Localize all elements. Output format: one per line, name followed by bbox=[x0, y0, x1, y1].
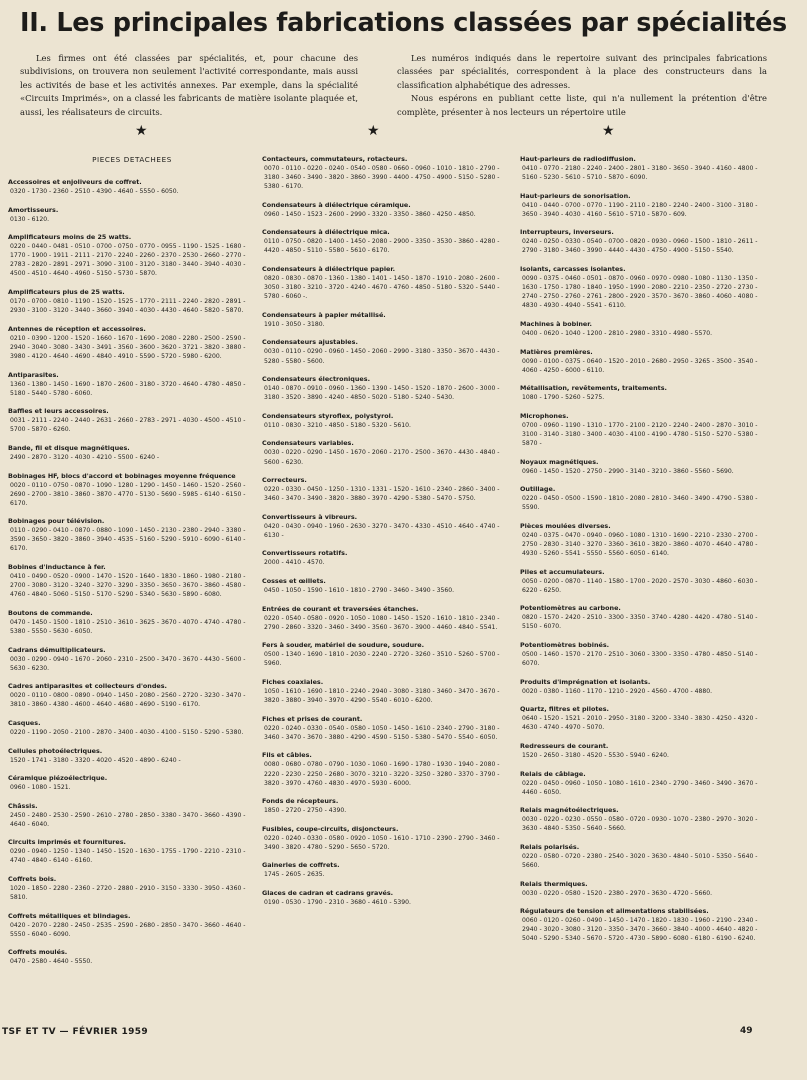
manufacturer-codes: 0220 - 0450 - 0960 - 1050 - 1080 - 1610 - 2340 - 2790 - 3460 - 3490 - 3670 - 4460 - 6050. bbox=[522, 779, 758, 796]
manufacturer-codes: 0220 - 0540 - 0580 - 0920 - 1050 - 1080 - 1450 - 1520 - 1610 - 1810 - 2340 - 2790 - 2860 - 3320 - 3460 - 3490 - 3560 - 3670 - 3900 - 4460 - 4840 - 5541. bbox=[264, 614, 500, 631]
category-entry bbox=[262, 476, 510, 503]
category-entry bbox=[262, 889, 510, 907]
category-entry bbox=[262, 825, 510, 852]
manufacturer-codes: 0820 - 0830 - 0870 - 1360 - 1380 - 1401 - 1450 - 1870 - 1910 - 2080 - 2600 - 3050 - 3180 - 3210 - 3720 - 4240 - 4670 - 4760 - 4850 - 5180 - 5320 - 5440 - 5780 - 6060 -. bbox=[264, 275, 500, 301]
manufacturer-codes: 0110 - 0750 - 0820 - 1400 - 1450 - 2080 - 2900 - 3350 - 3530 - 3860 - 4280 - 4420 - 4850 - 5110 - 5580 - 5610 - 6170. bbox=[264, 238, 500, 255]
category-heading: Amplificateurs moins de 25 watts. bbox=[8, 233, 132, 242]
category-entry bbox=[262, 265, 510, 301]
category-heading: Noyaux magnétiques. bbox=[520, 457, 599, 466]
manufacturer-codes: 2000 - 4410 - 4570. bbox=[264, 559, 325, 567]
manufacturer-codes: 0220 - 0580 - 0720 - 2380 - 2540 - 3020 - 3630 - 4840 - 5010 - 5350 - 5640 - 5660. bbox=[522, 852, 758, 870]
category-entry bbox=[262, 751, 510, 787]
category-entry bbox=[262, 715, 510, 742]
category-heading: Amortisseurs. bbox=[8, 205, 59, 214]
category-entry bbox=[8, 288, 256, 315]
category-heading: Condensateurs ajustables. bbox=[262, 338, 358, 347]
category-entry bbox=[262, 641, 510, 668]
manufacturer-codes: 0170 - 0700 - 0810 - 1190 - 1520 - 1525 - 1770 - 2111 - 2240 - 2820 - 2891 - 2930 - 3100 - 3120 - 3440 - 3660 - 3940 - 4030 - 4430 - 4640 - 5820 - 5870. bbox=[10, 298, 246, 315]
category-heading: Condensateurs variables. bbox=[262, 439, 354, 448]
category-heading: Isolants, carcasses isolantes. bbox=[520, 265, 626, 274]
category-entry bbox=[8, 609, 256, 636]
category-heading: Entrées de courant et traversées étanches. bbox=[262, 604, 419, 613]
manufacturer-codes: 0320 - 1730 - 2360 - 2510 - 4390 - 4640 - 5550 - 6050. bbox=[10, 188, 179, 195]
page-title: II. Les principales fabrications classées par spécialités bbox=[20, 8, 787, 38]
category-entry bbox=[8, 563, 256, 599]
manufacturer-codes: 0500 - 1340 - 1690 - 1810 - 2030 - 2240 - 2720 - 3260 - 3510 - 5260 - 5700 - 5960. bbox=[264, 651, 500, 668]
category-heading: Machines à bobiner. bbox=[520, 319, 592, 328]
category-entry bbox=[520, 770, 768, 797]
manufacturer-codes: 0410 - 0490 - 0520 - 0900 - 1470 - 1520 - 1640 - 1830 - 1860 - 1980 - 2180 - 2700 - 3080 - 3120 - 3240 - 3270 - 3290 - 3350 - 3650 - 3670 - 3860 - 4580 - 4760 - 4840 - 5060 - 5150 - 5170 - 5290 - 5340 - 5630 - 5890 - 6080. bbox=[10, 573, 246, 599]
manufacturer-codes: 0070 - 0110 - 0220 - 0240 - 0540 - 0580 - 0660 - 0960 - 1010 - 1810 - 2790 - 3180 - 3460 - 3490 - 3820 - 3860 - 3990 - 4400 - 4750 - 4900 - 5150 - 5280 - 5380 - 6170. bbox=[264, 165, 500, 191]
manufacturer-codes: 0110 - 0830 - 3210 - 4850 - 5180 - 5320 - 5610. bbox=[264, 421, 411, 429]
manufacturer-codes: 1080 - 1790 - 5260 - 5275. bbox=[522, 394, 605, 402]
category-heading: Convertisseurs rotatifs. bbox=[262, 549, 348, 558]
manufacturer-codes: 0220 - 0240 - 0330 - 0540 - 0580 - 1050 - 1450 - 1610 - 2340 - 2790 - 3180 - 3460 - 3470 - 3670 - 3880 - 4290 - 4590 - 5150 - 5380 - 5470 - 5540 - 6050. bbox=[264, 724, 500, 741]
category-entry bbox=[520, 458, 768, 476]
category-entry bbox=[8, 912, 256, 939]
category-entry bbox=[520, 155, 768, 182]
manufacturer-codes: 0640 - 1520 - 1521 - 2010 - 2950 - 3180 - 3200 - 3340 - 3830 - 4250 - 4320 - 4630 - 4740 - 4970 - 5070. bbox=[522, 715, 758, 732]
category-entry bbox=[8, 802, 256, 829]
manufacturer-codes: 0220 - 0330 - 0450 - 1250 - 1310 - 1331 - 1520 - 1610 - 2340 - 2860 - 3400 - 3460 - 3470 - 3490 - 3820 - 3880 - 3970 - 4290 - 5380 - 5470 - 5750. bbox=[264, 486, 500, 503]
category-entry bbox=[8, 875, 256, 902]
category-entry bbox=[520, 907, 768, 943]
manufacturer-codes: 0700 - 0960 - 1190 - 1310 - 1770 - 2100 - 2120 - 2240 - 2400 - 2870 - 3010 - 3100 - 3140 - 3180 - 3400 - 4030 - 4100 - 4190 - 4780 - 5150 - 5270 - 5380 - 5870 - bbox=[522, 421, 758, 447]
category-heading: Convertisseurs à vibreurs. bbox=[262, 512, 358, 521]
category-heading: Coffrets bois. bbox=[8, 875, 57, 884]
category-entry bbox=[8, 517, 256, 553]
category-heading: Amplificateurs plus de 25 watts. bbox=[8, 288, 125, 297]
category-entry bbox=[8, 472, 256, 508]
manufacturer-codes: 0020 - 0380 - 1160 - 1170 - 1210 - 2920 - 4560 - 4700 - 4880. bbox=[522, 687, 713, 695]
star-icon: ★ bbox=[367, 123, 380, 139]
manufacturer-codes: 0960 - 1450 - 1520 - 2750 - 2990 - 3140 - 3210 - 3860 - 5560 - 5690. bbox=[522, 467, 734, 475]
manufacturer-codes: 0090 - 0375 - 0460 - 0501 - 0870 - 0960 - 0970 - 0980 - 1080 - 1130 - 1350 - 1630 - 1750 - 1780 - 1840 - 1950 - 1990 - 2080 - 2210 - 2350 - 2720 - 2730 - 2740 - 2750 - 2760 - 2761 - 2800 - 2920 - 3570 - 3670 - 3860 - 4060 - 4080 - 4830 - 4930 - 4940 - 5541 - 6110. bbox=[522, 275, 758, 310]
manufacturer-codes: 0410 - 0440 - 0700 - 0770 - 1190 - 2110 - 2180 - 2240 - 2400 - 3100 - 3180 - 3650 - 3940 - 4030 - 4160 - 5610 - 5710 - 5870 - 609. bbox=[522, 201, 758, 218]
category-entry bbox=[520, 568, 768, 595]
manufacturer-codes: 1520 - 2650 - 3180 - 4520 - 5530 - 5940 - 6240. bbox=[522, 752, 669, 759]
category-heading: Fiches et prises de courant. bbox=[262, 714, 363, 723]
manufacturer-codes: 0090 - 0100 - 0375 - 0640 - 1520 - 2010 - 2680 - 2950 - 3265 - 3500 - 3540 - 4060 - 4250 - 6000 - 6110. bbox=[522, 357, 758, 374]
category-entry bbox=[520, 522, 768, 558]
category-heading: Bobines d'inductance à fer. bbox=[8, 563, 106, 572]
category-heading: Coffrets métalliques et blindages. bbox=[8, 911, 131, 920]
manufacturer-codes: 0240 - 0375 - 0470 - 0940 - 0960 - 1080 - 1310 - 1690 - 2210 - 2330 - 2700 - 2750 - 2830 - 3140 - 3270 - 3360 - 3610 - 3820 - 3860 - 4070 - 4640 - 4780 - 4930 - 5260 - 5541 - 5550 - 5560 - 6050 - 6140. bbox=[522, 531, 758, 558]
category-heading: Fers à souder, matériel de soudure, soudure. bbox=[262, 641, 425, 650]
category-heading: Châssis. bbox=[8, 801, 38, 810]
manufacturer-codes: 1910 - 3050 - 3180. bbox=[264, 320, 325, 328]
manufacturer-codes: 0030 - 0220 - 0290 - 1450 - 1670 - 2060 - 2170 - 2500 - 3670 - 4430 - 4840 - 5600 - 6230. bbox=[264, 449, 500, 466]
category-heading: Boutons de commande. bbox=[8, 608, 93, 617]
manufacturer-codes: 0470 - 1450 - 1500 - 1810 - 2510 - 3610 - 3625 - 3670 - 4070 - 4740 - 4780 - 5380 - 5550 - 5630 - 6050. bbox=[10, 618, 246, 635]
category-heading: Correcteurs. bbox=[262, 476, 307, 485]
category-heading: Condensateurs à papier métallisé. bbox=[262, 310, 386, 319]
manufacturer-codes: 0450 - 1050 - 1590 - 1610 - 1810 - 2790 - 3460 - 3490 - 3560. bbox=[264, 587, 455, 595]
manufacturer-codes: 0030 - 0220 - 0230 - 0550 - 0580 - 0720 - 0930 - 1070 - 2380 - 2970 - 3020 - 3630 - 4840 - 5350 - 5640 - 5660. bbox=[522, 816, 758, 833]
category-entry bbox=[520, 742, 768, 760]
category-entry bbox=[520, 384, 768, 402]
category-heading: Potentiomètres au carbone. bbox=[520, 604, 621, 613]
manufacturer-codes: 0420 - 2070 - 2280 - 2450 - 2535 - 2590 - 2680 - 2850 - 3470 - 3660 - 4640 - 5550 - 6040 - 6090. bbox=[10, 921, 246, 938]
category-heading: Céramique piézoélectrique. bbox=[8, 774, 108, 783]
category-heading: Antennes de réception et accessoires. bbox=[8, 324, 146, 333]
category-heading: Cadres antiparasites et collecteurs d'ondes. bbox=[8, 682, 167, 691]
category-heading: Relais magnétoélectriques. bbox=[520, 806, 619, 815]
category-entry bbox=[262, 155, 510, 191]
category-heading: Baffles et leurs accessoires. bbox=[8, 407, 109, 416]
manufacturer-codes: 1360 - 1380 - 1450 - 1690 - 1870 - 2600 - 3180 - 3720 - 4640 - 4780 - 4850 - 5180 - 5440 - 5780 - 6060. bbox=[10, 380, 246, 397]
manufacturer-codes: 0420 - 0430 - 0940 - 1960 - 2630 - 3270 - 3470 - 4330 - 4510 - 4640 - 4740 - 6130 - bbox=[264, 522, 500, 539]
category-heading: Pièces moulées diverses. bbox=[520, 521, 611, 530]
category-heading: Microphones. bbox=[520, 411, 569, 420]
category-heading: Fiches coaxiales. bbox=[262, 678, 324, 687]
category-heading: Cosses et œillets. bbox=[262, 577, 326, 586]
manufacturer-codes: 0400 - 0620 - 1040 - 1200 - 2810 - 2980 - 3310 - 4980 - 5570. bbox=[522, 329, 713, 337]
category-entry bbox=[262, 797, 510, 815]
manufacturer-codes: 0220 - 1190 - 2050 - 2100 - 2870 - 3400 - 4030 - 4100 - 5150 - 5290 - 5380. bbox=[10, 728, 244, 736]
category-heading: Interrupteurs, inverseurs. bbox=[520, 228, 614, 237]
manufacturer-codes: 0820 - 1570 - 2420 - 2510 - 3300 - 3350 - 3740 - 4280 - 4420 - 4780 - 5140 - 5150 - 6070. bbox=[522, 614, 758, 631]
category-heading: Fonds de récepteurs. bbox=[262, 797, 339, 806]
listing-column-3 bbox=[520, 155, 768, 953]
category-heading: Cadrans démultiplicateurs. bbox=[8, 645, 106, 654]
manufacturer-codes: 0290 - 0940 - 1250 - 1340 - 1450 - 1520 - 1630 - 1755 - 1790 - 2210 - 2310 - 4740 - 4840 - 6140 - 6160. bbox=[10, 848, 246, 865]
category-heading: Relais de câblage. bbox=[520, 769, 586, 778]
category-heading: Coffrets moulés. bbox=[8, 948, 68, 957]
manufacturer-codes: 2450 - 2480 - 2530 - 2590 - 2610 - 2780 - 2850 - 3380 - 3470 - 3660 - 4390 - 4640 - 6040. bbox=[10, 811, 246, 828]
manufacturer-codes: 0031 - 2111 - 2240 - 2440 - 2631 - 2660 - 2783 - 2971 - 4030 - 4500 - 4510 - 5700 - 5870 - 6260. bbox=[10, 417, 246, 434]
category-heading: Condensateurs styroflex, polystyrol. bbox=[262, 411, 394, 420]
manufacturer-codes: 0050 - 0200 - 0870 - 1140 - 1580 - 1700 - 2020 - 2570 - 3030 - 4860 - 6030 - 6220 - 6250. bbox=[522, 577, 758, 594]
manufacturer-codes: 0500 - 1460 - 1570 - 2170 - 2510 - 3060 - 3300 - 3350 - 4780 - 4850 - 5140 - 6070. bbox=[522, 651, 758, 668]
category-heading: Métallisation, revêtements, traitements. bbox=[520, 384, 667, 393]
category-entry bbox=[8, 774, 256, 792]
category-entry bbox=[8, 682, 256, 709]
manufacturer-codes: 0140 - 0870 - 0910 - 0960 - 1360 - 1390 - 1450 - 1520 - 1870 - 2600 - 3000 - 3180 - 3520 - 3890 - 4240 - 4850 - 5020 - 5180 - 5240 - 5430. bbox=[264, 385, 500, 402]
category-entry bbox=[520, 843, 768, 870]
manufacturer-codes: 2490 - 2870 - 3120 - 4030 - 4210 - 5500 - 6240 - bbox=[10, 453, 160, 461]
category-heading: Cellules photoélectriques. bbox=[8, 746, 103, 755]
category-heading: Condensateurs électroniques. bbox=[262, 375, 370, 384]
category-entry bbox=[8, 178, 256, 196]
category-entry bbox=[520, 880, 768, 898]
category-entry bbox=[520, 806, 768, 833]
category-entry bbox=[8, 233, 256, 278]
intro-left-paragraph bbox=[20, 52, 358, 119]
category-heading: Haut-parleurs de radiodiffusion. bbox=[520, 155, 636, 163]
intro-left-text: Les firmes ont été classées par spécialités, et, pour chacune des subdivisions, on trouvera non seulement l'activité correspondante, mais aussi les activités de base et les activités annexes. Par exemple, dans la spécialité «Circuits Imprimés», on a classé les fabricants de matière isolante plaquée et, aussi, les réalisateurs de circuits. bbox=[20, 53, 358, 117]
category-heading: Circuits imprimés et fournitures. bbox=[8, 838, 126, 847]
category-heading: Bobinages HF, blocs d'accord et bobinages moyenne fréquence bbox=[8, 471, 236, 480]
category-heading: Casques. bbox=[8, 718, 41, 727]
section-title: PIECES DETACHEES bbox=[92, 155, 172, 164]
category-heading: Outillage. bbox=[520, 485, 556, 494]
category-entry bbox=[520, 678, 768, 696]
category-entry bbox=[8, 407, 256, 434]
category-heading: Redresseurs de courant. bbox=[520, 742, 609, 750]
manufacturer-codes: 0020 - 0110 - 0800 - 0890 - 0940 - 1450 - 2080 - 2560 - 2720 - 3230 - 3470 - 3810 - 3860 - 4380 - 4600 - 4640 - 4680 - 4690 - 5190 - 6170. bbox=[10, 692, 246, 709]
category-entry bbox=[262, 605, 510, 632]
category-entry bbox=[8, 444, 256, 462]
category-entry bbox=[520, 604, 768, 631]
category-entry bbox=[262, 412, 510, 430]
category-heading: Fils et câbles. bbox=[262, 751, 312, 760]
manufacturer-codes: 0060 - 0120 - 0260 - 0490 - 1450 - 1470 - 1820 - 1830 - 1960 - 2190 - 2340 - 2940 - 3020 - 3080 - 3120 - 3350 - 3470 - 3660 - 3840 - 4000 - 4640 - 4820 - 5040 - 5290 - 5340 - 5670 - 5720 - 4730 - 5890 - 6080 - 6180 - 6190 - 6240. bbox=[522, 917, 758, 943]
manufacturer-codes: 0110 - 0290 - 0410 - 0870 - 0880 - 1090 - 1450 - 2130 - 2380 - 2940 - 3380 - 3590 - 3650 - 3820 - 3860 - 3940 - 4535 - 5160 - 5290 - 5910 - 6090 - 6140 - 6170. bbox=[10, 527, 246, 553]
category-entry bbox=[262, 228, 510, 255]
category-entry bbox=[262, 311, 510, 329]
category-heading: Relais polarisés. bbox=[520, 842, 580, 851]
category-heading: Accessoires et enjoliveurs de coffret. bbox=[8, 178, 142, 186]
manufacturer-codes: 0080 - 0680 - 0780 - 0790 - 1030 - 1060 - 1690 - 1780 - 1930 - 1940 - 2080 - 2220 - 2230 - 2250 - 2680 - 3070 - 3210 - 3220 - 3250 - 3280 - 3370 - 3790 - 3820 - 3970 - 4760 - 4830 - 4970 - 5930 - 6000. bbox=[264, 761, 500, 787]
category-heading: Piles et accumulateurs. bbox=[520, 567, 605, 576]
category-entry bbox=[520, 192, 768, 219]
category-entry bbox=[8, 838, 256, 865]
intro-right-text-1: Les numéros indiqués dans le repertoire suivant des principales fabrications classées par spécialités, correspondent à la place des constructeurs dans la classification alphabétique des adresses. bbox=[397, 53, 767, 90]
star-icon: ★ bbox=[602, 123, 615, 139]
category-heading: Produits d'imprégnation et isolants. bbox=[520, 677, 651, 686]
manufacturer-codes: 0960 - 1080 - 1521. bbox=[10, 784, 71, 792]
manufacturer-codes: 0960 - 1450 - 1523 - 2600 - 2990 - 3320 - 3350 - 3860 - 4250 - 4850. bbox=[264, 210, 476, 218]
category-entry bbox=[262, 577, 510, 595]
intro-right-text-2: Nous espérons en publiant cette liste, qui n'a nullement la prétention d'être complète, présenter à nos lecteurs un répertoire utile bbox=[397, 93, 767, 117]
category-entry bbox=[262, 375, 510, 402]
category-heading: Condensateurs à diélectrique mica. bbox=[262, 228, 390, 237]
manufacturer-codes: 1520 - 1741 - 3180 - 3320 - 4020 - 4520 - 4890 - 6240 - bbox=[10, 756, 181, 764]
category-heading: Glaces de cadran et cadrans gravés. bbox=[262, 889, 394, 898]
category-heading: Condensateurs à diélectrique papier. bbox=[262, 265, 396, 274]
category-heading: Contacteurs, commutateurs, rotacteurs. bbox=[262, 155, 408, 163]
category-entry bbox=[262, 201, 510, 219]
category-heading: Potentiomètres bobinés. bbox=[520, 641, 610, 650]
category-heading: Bande, fil et disque magnétiques. bbox=[8, 443, 130, 452]
manufacturer-codes: 1050 - 1610 - 1690 - 1810 - 2240 - 2940 - 3080 - 3180 - 3460 - 3470 - 3670 - 3820 - 3880 - 3940 - 3970 - 4290 - 5540 - 6010 - 6200. bbox=[264, 688, 500, 705]
manufacturer-codes: 0220 - 0240 - 0330 - 0580 - 0920 - 1050 - 1610 - 1710 - 2390 - 2790 - 3460 - 3490 - 3820 - 4780 - 5290 - 5650 - 5720. bbox=[264, 834, 500, 851]
category-heading: Matières premières. bbox=[520, 347, 593, 356]
category-heading: Fusibles, coupe-circuits, disjoncteurs. bbox=[262, 824, 399, 833]
manufacturer-codes: 0130 - 6120. bbox=[10, 215, 50, 223]
category-entry bbox=[520, 320, 768, 338]
manufacturer-codes: 0190 - 0530 - 1790 - 2310 - 3680 - 4610 - 5390. bbox=[264, 899, 411, 907]
manufacturer-codes: 0220 - 0440 - 0481 - 0510 - 0700 - 0750 - 0770 - 0955 - 1190 - 1525 - 1680 - 1770 - 1900 - 1911 - 2111 - 2170 - 2240 - 2260 - 2370 - 2530 - 2660 - 2770 - 2783 - 2820 - 2891 - 2971 - 3090 - 3100 - 3120 - 3180 - 3440 - 3940 - 4030 - 4500 - 4510 - 4640 - 4960 - 5150 - 5730 - 5870. bbox=[10, 243, 246, 278]
category-entry bbox=[262, 439, 510, 466]
footer-publication: TSF ET TV — FÉVRIER 1959 bbox=[2, 1027, 149, 1037]
manufacturer-codes: 0020 - 0110 - 0750 - 0870 - 1090 - 1280 - 1290 - 1450 - 1460 - 1520 - 2560 - 2690 - 2700 - 3810 - 3860 - 3870 - 4770 - 5130 - 5690 - 5985 - 6140 - 6150 - 6170. bbox=[10, 481, 246, 507]
manufacturer-codes: 0220 - 0450 - 0500 - 1590 - 1810 - 2080 - 2810 - 3460 - 3490 - 4790 - 5380 - 5590. bbox=[522, 495, 758, 512]
category-entry bbox=[520, 348, 768, 375]
manufacturer-codes: 0030 - 0110 - 0290 - 0960 - 1450 - 2060 - 2990 - 3180 - 3350 - 3670 - 4430 - 5280 - 5580 - 5600. bbox=[264, 348, 500, 365]
manufacturer-codes: 0470 - 2580 - 4640 - 5550. bbox=[10, 958, 93, 966]
category-entry bbox=[262, 678, 510, 705]
category-heading: Antiparasites. bbox=[8, 370, 59, 379]
category-entry bbox=[262, 338, 510, 365]
category-heading: Gainerles de coffrets. bbox=[262, 861, 340, 870]
intro-right-paragraphs bbox=[397, 52, 767, 119]
category-entry bbox=[8, 325, 256, 361]
category-heading: Haut-parleurs de sonorisation. bbox=[520, 191, 631, 200]
manufacturer-codes: 0030 - 0290 - 0940 - 1670 - 2060 - 2310 - 2500 - 3470 - 3670 - 4430 - 5600 - 5630 - 6230. bbox=[10, 655, 246, 672]
category-heading: Régulateurs de tension et alimentations stabilisées. bbox=[520, 907, 709, 916]
category-entry bbox=[8, 646, 256, 673]
manufacturer-codes: 0240 - 0250 - 0330 - 0540 - 0700 - 0820 - 0930 - 0960 - 1500 - 1810 - 2611 - 2790 - 3180 - 3460 - 3990 - 4440 - 4430 - 4750 - 4900 - 5150 - 5540. bbox=[522, 238, 758, 255]
category-entry bbox=[520, 265, 768, 310]
manufacturer-codes: 1745 - 2605 - 2635. bbox=[264, 871, 325, 879]
footer-page-number: 49 bbox=[740, 1026, 753, 1036]
category-entry bbox=[8, 747, 256, 765]
manufacturer-codes: 1850 - 2720 - 2750 - 4390. bbox=[264, 807, 347, 815]
category-entry bbox=[520, 228, 768, 255]
category-entry bbox=[8, 719, 256, 737]
manufacturer-codes: 1020 - 1850 - 2280 - 2360 - 2720 - 2880 - 2910 - 3150 - 3330 - 3950 - 4360 - 5810. bbox=[10, 885, 246, 902]
category-entry bbox=[262, 513, 510, 540]
manufacturer-codes: 0030 - 0220 - 0580 - 1520 - 2380 - 2970 - 3630 - 4720 - 5660. bbox=[522, 889, 713, 897]
category-entry bbox=[520, 412, 768, 448]
category-entry bbox=[520, 485, 768, 512]
category-heading: Quartz, filtres et pilotes. bbox=[520, 705, 609, 714]
category-entry bbox=[520, 641, 768, 668]
category-entry bbox=[520, 705, 768, 732]
listing-column-1 bbox=[8, 155, 256, 976]
category-heading: Bobinages pour télévision. bbox=[8, 517, 105, 526]
category-entry bbox=[8, 948, 256, 966]
manufacturer-codes: 0210 - 0390 - 1200 - 1520 - 1660 - 1670 - 1690 - 2080 - 2280 - 2500 - 2590 - 2940 - 3040 - 3080 - 3430 - 3491 - 3560 - 3600 - 3620 - 3721 - 3820 - 3880 - 3980 - 4120 - 4640 - 4690 - 4840 - 4910 - 5590 - 5720 - 5980 - 6200. bbox=[10, 334, 246, 360]
manufacturer-codes: 0410 - 0770 - 2180 - 2240 - 2400 - 2801 - 3180 - 3650 - 3940 - 4160 - 4800 - 5160 - 5230 - 5610 - 5710 - 5870 - 6090. bbox=[522, 165, 758, 182]
category-heading: Relais thermiques. bbox=[520, 879, 588, 888]
category-entry bbox=[262, 861, 510, 879]
category-heading: Condensateurs à diélectrique céramique. bbox=[262, 200, 411, 209]
category-entry bbox=[262, 549, 510, 567]
star-icon: ★ bbox=[135, 123, 148, 139]
listing-column-2 bbox=[262, 155, 510, 917]
category-entry bbox=[8, 206, 256, 224]
category-entry bbox=[8, 371, 256, 398]
